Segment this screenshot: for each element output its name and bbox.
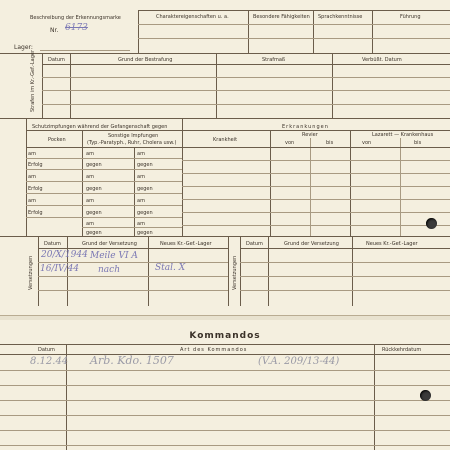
- impf-cell: am: [28, 198, 36, 204]
- impfungen-col-pocken: Pocken: [48, 137, 66, 143]
- impf-cell: gegen: [137, 186, 153, 192]
- impf-cell: am: [86, 151, 94, 157]
- vers-entry-2-grund: nach: [98, 265, 120, 275]
- vers2-col-grund: Grund der Versetzung: [284, 241, 339, 247]
- impf-cell: Erfolg: [28, 210, 43, 216]
- kommandos-col-datum: Datum: [38, 347, 55, 353]
- lager-label: Lager:: [14, 44, 33, 51]
- col-charakter: Charaktereigenschaften u. a.: [156, 14, 229, 20]
- impf-cell: gegen: [137, 230, 153, 236]
- kommandos-col-art: Art des Kommandos: [180, 347, 248, 353]
- kommando-entry-art: Arb. Kdo. 1507: [90, 354, 174, 367]
- impf-cell: gegen: [86, 186, 102, 192]
- strafen-side-label: Strafen im Kr.-Gef.-Lager: [30, 49, 36, 112]
- vers-entry-2-lager: Stal. X: [155, 263, 186, 273]
- impf-cell: Erfolg: [28, 162, 43, 168]
- impf-cell: am: [28, 174, 36, 180]
- strafen-col-verbuesst: Verbüßt. Datum: [362, 57, 402, 63]
- impf-cell: gegen: [137, 162, 153, 168]
- erkrankungen-col-lazarett: Lazarett — Krankenhaus: [372, 132, 434, 138]
- vers2-col-lager: Neues Kr.-Gef.-Lager: [366, 241, 418, 247]
- impf-cell: Erfolg: [28, 186, 43, 192]
- kommando-entry-datum: 8.12.44: [30, 356, 69, 367]
- vers2-col-datum: Datum: [246, 241, 263, 247]
- lazarett-von: von: [362, 140, 372, 146]
- vers-col-datum: Datum: [44, 241, 61, 247]
- vers-entry-1-grund: Meile VI A: [90, 251, 138, 261]
- kommandos-title: Kommandos: [189, 331, 261, 341]
- impf-cell: am: [137, 174, 145, 180]
- erkrankungen-col-revier: Revier: [302, 132, 318, 138]
- record-card-kommandos: [0, 320, 450, 450]
- vers-entry-2-datum: 16/IV/44: [40, 264, 80, 274]
- impf-cell: am: [137, 151, 145, 157]
- versetzungen-side-label: Versetzungen: [28, 255, 34, 290]
- punch-hole-bottom: [420, 390, 431, 401]
- revier-bis: bis: [326, 140, 334, 146]
- impf-cell: am: [137, 198, 145, 204]
- punch-hole-top: [426, 218, 437, 229]
- impfungen-col-sonstige-sub: (Typ.-Paratyph., Ruhr, Cholera usw.): [87, 140, 177, 146]
- impf-cell: gegen: [86, 230, 102, 236]
- vers-entry-1-datum: 20/X/1944: [41, 250, 88, 260]
- vers-col-grund: Grund der Versetzung: [82, 241, 137, 247]
- impf-cell: gegen: [137, 210, 153, 216]
- impf-cell: am: [137, 221, 145, 227]
- kommando-entry-note: (V.A. 209/13-44): [258, 356, 340, 367]
- revier-von: von: [285, 140, 295, 146]
- kommandos-col-rueck: Rückkehrdatum: [382, 347, 422, 353]
- strafen-col-strafmass: Strafmaß: [262, 57, 286, 63]
- impf-cell: am: [86, 198, 94, 204]
- lazarett-bis: bis: [414, 140, 422, 146]
- nr-value: 6173: [65, 23, 88, 33]
- versetzungen-side-label-2: Versetzungen: [232, 255, 238, 290]
- col-fuehrung: Führung: [400, 14, 421, 20]
- impfungen-title: Schutzimpfungen während der Gefangenschaft gegen: [32, 124, 168, 130]
- nr-label: Nr.: [50, 27, 59, 34]
- erkrankungen-title: Erkrankungen: [282, 124, 329, 130]
- col-sprachen: Sprachkenntnisse: [318, 14, 363, 20]
- impf-cell: gegen: [86, 210, 102, 216]
- vers-col-lager: Neues Kr.-Gef.-Lager: [160, 241, 212, 247]
- marke-label: Beschreibung der Erkennungsmarke: [30, 15, 121, 21]
- lager-line: [40, 50, 130, 51]
- impf-cell: am: [86, 221, 94, 227]
- impf-cell: am: [86, 174, 94, 180]
- strafen-col-grund: Grund der Bestrafung: [118, 57, 173, 63]
- strafen-col-datum: Datum: [48, 57, 65, 63]
- impf-cell: gegen: [86, 162, 102, 168]
- impfungen-col-sonstige: Sonstige Impfungen: [108, 133, 159, 139]
- impf-cell: am: [28, 151, 36, 157]
- erkrankungen-col-krankheit: Krankheit: [213, 137, 238, 143]
- col-faehigkeiten: Besondere Fähigkeiten: [253, 14, 310, 20]
